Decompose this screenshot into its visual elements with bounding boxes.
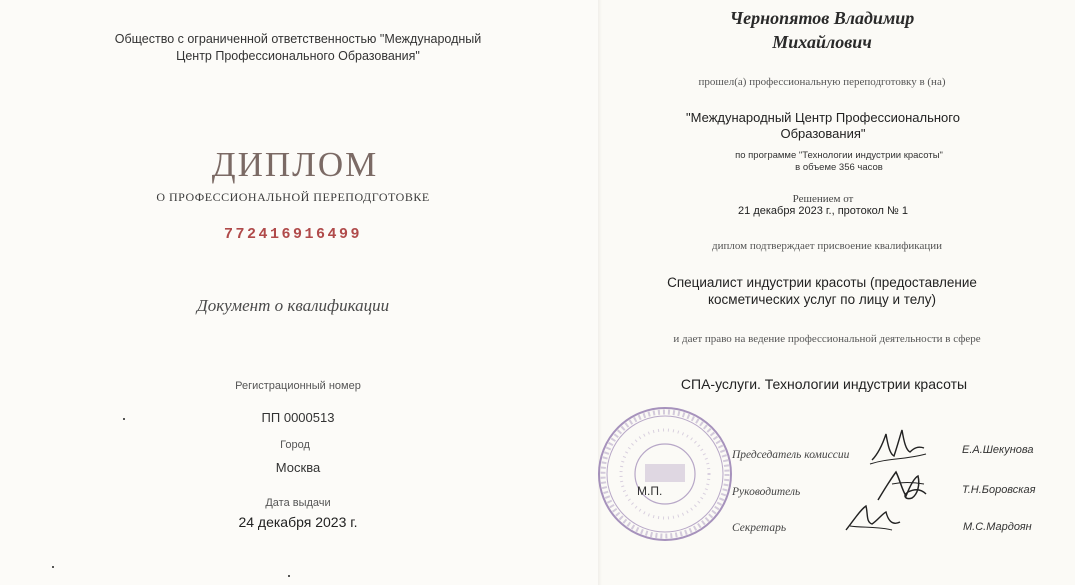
scan-speck [123,418,125,420]
diploma-number: 772416916499 [223,226,363,243]
chairman-signature [868,424,928,466]
stamp-place-label: М.П. [637,484,663,498]
signature-role-chairman: Председатель комиссии [732,449,850,461]
institution-line-1: "Международный Центр Профессионального [686,110,960,125]
program-hours: в объеме 356 часов [795,162,883,173]
city-label: Город [280,439,310,451]
decision-label: Решением от [792,193,854,205]
institution-name [686,110,960,142]
issuing-organization [115,31,481,65]
city-value: Москва [275,460,321,475]
passed-training-text: прошел(а) профессиональную переподготовку в (на) [698,76,946,88]
secretary-signature [842,500,906,536]
qualification-line-1: Специалист индустрии красоты (предоставление [667,275,977,290]
organization-line-1: Общество с ограниченной ответственностью "Международный [114,32,482,46]
round-seal-stamp [595,404,735,544]
issue-date: 24 декабря 2023 г. [238,514,358,530]
scan-speck [288,575,290,577]
institution-line-2: Образования" [780,126,866,141]
scan-speck [52,566,54,568]
registration-number: ПП 0000513 [261,410,335,425]
program-name: по программе "Технологии индустрии красоты" [735,150,943,161]
signature-role-secretary: Секретарь [732,522,787,534]
signature-name-secretary: М.С.Мардоян [963,521,1032,533]
decision-date: 21 декабря 2023 г., протокол № 1 [738,205,908,217]
diploma-title: ДИПЛОМ [211,145,379,184]
registration-label: Регистрационный номер [235,380,361,392]
signature-role-director: Руководитель [732,486,801,498]
signature-name-director: Т.Н.Боровская [962,484,1036,496]
holder-name-line-1: Чернопятов Владимир [729,8,915,28]
professional-sphere: СПА-услуги. Технологии индустрии красоты [680,376,968,392]
program-info [735,150,943,174]
issue-date-label: Дата выдачи [265,497,331,509]
diploma-subtitle: О ПРОФЕССИОНАЛЬНОЙ ПЕРЕПОДГОТОВКЕ [156,190,430,204]
holder-name-line-2: Михайлович [772,32,872,52]
qualification [667,274,977,308]
qualification-confirms-text: диплом подтверждает присвоение квалификации [711,240,943,252]
qualification-line-2: косметических услуг по лицу и телу) [707,292,936,307]
signature-name-chairman: Е.А.Шекунова [962,444,1034,456]
rights-text: и дает право на ведение профессиональной деятельности в сфере [673,333,981,345]
organization-line-2: Центр Профессионального Образования" [176,49,420,63]
document-type: Документ о квалификации [196,296,390,315]
holder-name [730,6,915,54]
